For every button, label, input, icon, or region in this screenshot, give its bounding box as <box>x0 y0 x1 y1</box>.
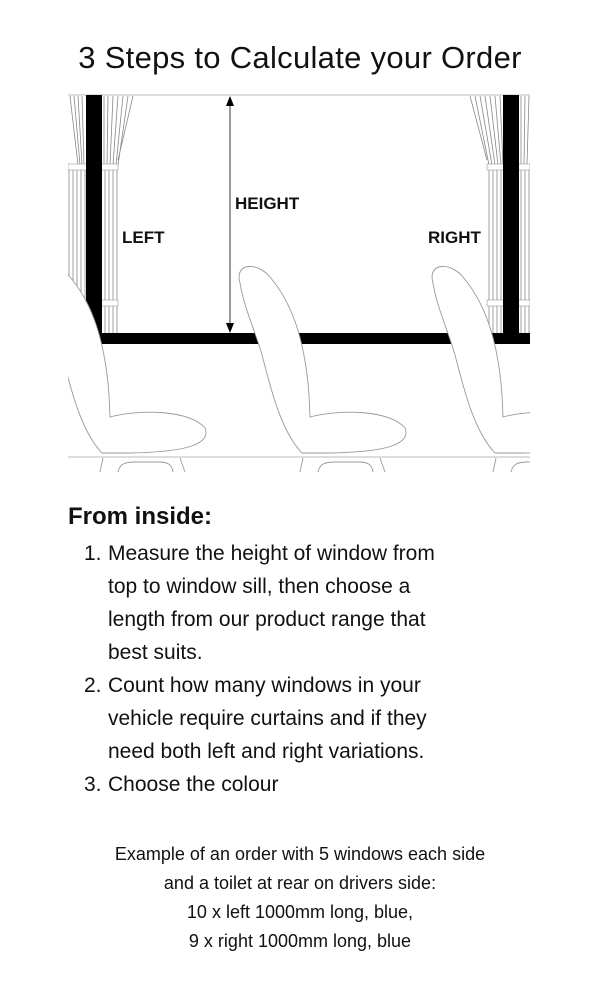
step-item <box>0 537 435 669</box>
example-line: and a toilet at rear on drivers side: <box>163 873 437 893</box>
seat-illustration <box>239 266 406 472</box>
step-item <box>0 768 435 801</box>
right-label: RIGHT <box>428 228 481 247</box>
height-arrow-icon <box>226 96 234 333</box>
step-text: top to window sill, then choose a <box>108 575 411 598</box>
step-number: 2. <box>84 674 102 697</box>
step-text: vehicle require curtains and if they <box>108 707 427 730</box>
page-title: 3 Steps to Calculate your Order <box>78 40 522 75</box>
example-line: 10 x left 1000mm long, blue, <box>186 902 414 922</box>
example-line: 9 x right 1000mm long, blue <box>188 931 412 951</box>
step-text: Count how many windows in your <box>108 674 421 697</box>
step-text: need both left and right variations. <box>108 740 425 763</box>
section-heading: From inside: <box>68 503 213 530</box>
right-window-post <box>503 95 519 344</box>
right-curtain <box>470 96 530 335</box>
step-text: Choose the colour <box>108 773 279 796</box>
window-measurement-diagram <box>0 0 600 480</box>
height-label: HEIGHT <box>235 194 300 213</box>
step-text: Measure the height of window from <box>108 542 435 565</box>
step-item <box>0 669 435 768</box>
left-label: LEFT <box>122 228 165 247</box>
step-number: 3. <box>84 773 102 796</box>
order-example <box>0 840 600 956</box>
step-text: best suits. <box>108 641 203 664</box>
steps-list <box>0 537 435 801</box>
step-number: 1. <box>84 542 102 565</box>
example-line: Example of an order with 5 windows each side <box>114 844 486 864</box>
step-text: length from our product range that <box>108 608 426 631</box>
